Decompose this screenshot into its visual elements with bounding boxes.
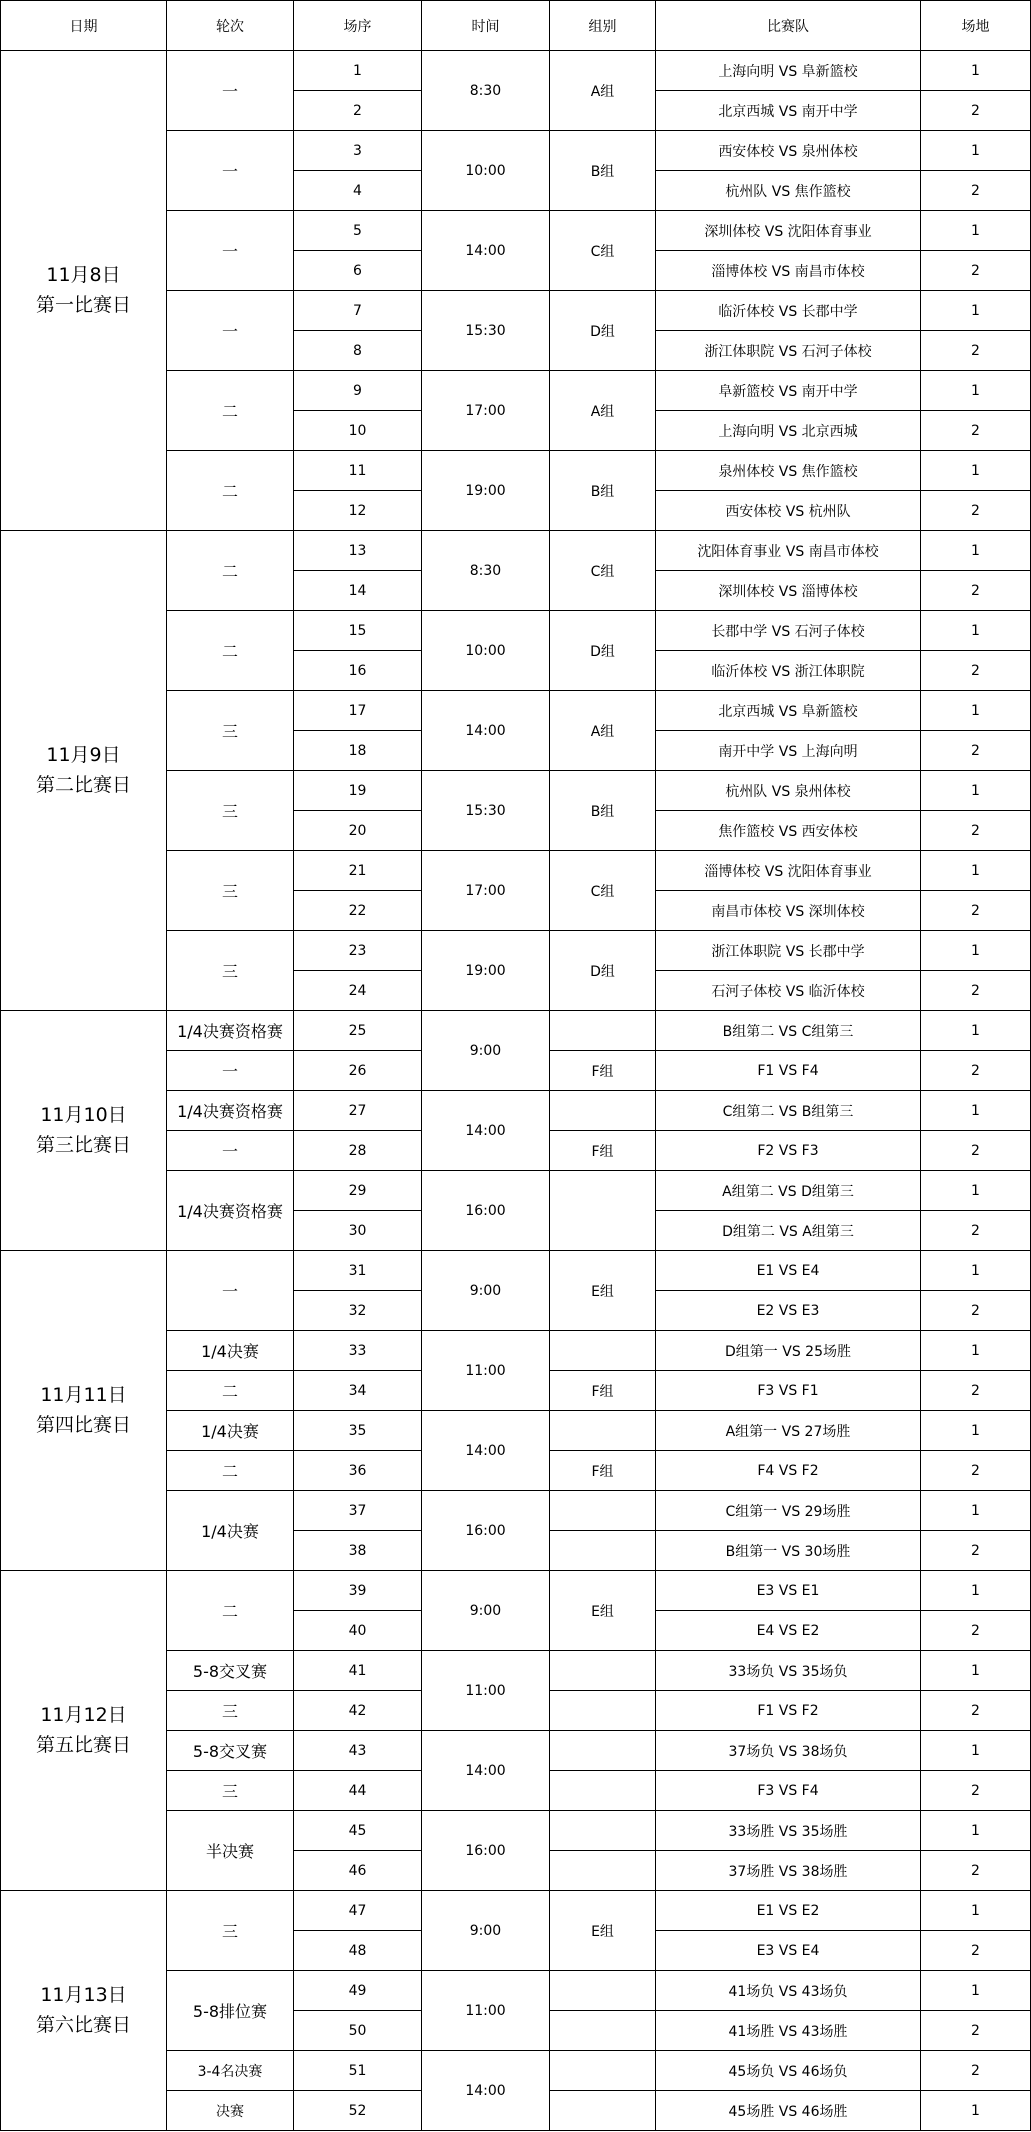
date-cell: [1, 1251, 167, 1571]
teams-cell: C组第一 VS 29场胜: [656, 1491, 921, 1531]
court-cell: 1: [921, 1971, 1031, 2011]
group-cell: E组: [550, 1891, 656, 1971]
match-no-cell: 39: [294, 1571, 422, 1611]
court-cell: 1: [921, 691, 1031, 731]
match-no-cell: 22: [294, 891, 422, 931]
group-cell: B组: [550, 771, 656, 851]
teams-cell: A组第一 VS 27场胜: [656, 1411, 921, 1451]
court-cell: 1: [921, 1891, 1031, 1931]
header-round: 轮次: [167, 1, 294, 51]
time-cell: 19:00: [422, 451, 550, 531]
match-no-cell: 50: [294, 2011, 422, 2051]
group-cell: E组: [550, 1251, 656, 1331]
match-no-cell: 37: [294, 1491, 422, 1531]
match-no-cell: 24: [294, 971, 422, 1011]
round-cell: 二: [167, 1451, 294, 1491]
header-date: 日期: [1, 1, 167, 51]
teams-cell: 长郡中学 VS 石河子体校: [656, 611, 921, 651]
table-row: [1, 1571, 1031, 1611]
court-cell: 2: [921, 331, 1031, 371]
match-no-cell: 38: [294, 1531, 422, 1571]
group-cell: [550, 1411, 656, 1451]
teams-cell: 41场负 VS 43场负: [656, 1971, 921, 2011]
match-no-cell: 43: [294, 1731, 422, 1771]
teams-cell: 淄博体校 VS 南昌市体校: [656, 251, 921, 291]
teams-cell: 南开中学 VS 上海向明: [656, 731, 921, 771]
teams-cell: E1 VS E4: [656, 1251, 921, 1291]
round-cell: 1/4决赛资格赛: [167, 1011, 294, 1051]
date-cell: [1, 1891, 167, 2131]
court-cell: 1: [921, 1091, 1031, 1131]
match-no-cell: 17: [294, 691, 422, 731]
time-cell: 8:30: [422, 531, 550, 611]
date-label: 11月12日: [40, 1704, 127, 1727]
court-cell: 1: [921, 2091, 1031, 2131]
teams-cell: 45场胜 VS 46场胜: [656, 2091, 921, 2131]
table-row: [1, 1251, 1031, 1291]
round-cell: 半决赛: [167, 1811, 294, 1891]
date-cell: [1, 51, 167, 531]
round-cell: 1/4决赛: [167, 1491, 294, 1571]
group-cell: [550, 1771, 656, 1811]
group-cell: [550, 1851, 656, 1891]
round-cell: 一: [167, 1051, 294, 1091]
round-cell: 二: [167, 531, 294, 611]
round-cell: 三: [167, 1891, 294, 1971]
match-no-cell: 1: [294, 51, 422, 91]
teams-cell: 北京西城 VS 南开中学: [656, 91, 921, 131]
group-cell: E组: [550, 1571, 656, 1651]
round-cell: 三: [167, 1691, 294, 1731]
match-no-cell: 7: [294, 291, 422, 331]
teams-cell: 淄博体校 VS 沈阳体育事业: [656, 851, 921, 891]
time-cell: 14:00: [422, 211, 550, 291]
group-cell: D组: [550, 931, 656, 1011]
table-row: [1, 1891, 1031, 1931]
round-cell: 一: [167, 51, 294, 131]
header-row: [1, 1, 1031, 51]
teams-cell: A组第二 VS D组第三: [656, 1171, 921, 1211]
time-cell: 10:00: [422, 611, 550, 691]
round-cell: 二: [167, 371, 294, 451]
group-cell: [550, 2051, 656, 2091]
group-cell: D组: [550, 611, 656, 691]
date-cell: [1, 531, 167, 1011]
court-cell: 2: [921, 891, 1031, 931]
match-no-cell: 41: [294, 1651, 422, 1691]
group-cell: C组: [550, 851, 656, 931]
teams-cell: F1 VS F4: [656, 1051, 921, 1091]
teams-cell: 33场负 VS 35场负: [656, 1651, 921, 1691]
court-cell: 1: [921, 531, 1031, 571]
round-cell: 5-8排位赛: [167, 1971, 294, 2051]
round-cell: 1/4决赛: [167, 1411, 294, 1451]
round-cell: 1/4决赛资格赛: [167, 1091, 294, 1131]
court-cell: 2: [921, 1211, 1031, 1251]
date-label: 11月10日: [40, 1104, 127, 1127]
group-cell: B组: [550, 131, 656, 211]
teams-cell: 南昌市体校 VS 深圳体校: [656, 891, 921, 931]
teams-cell: 深圳体校 VS 淄博体校: [656, 571, 921, 611]
teams-cell: 西安体校 VS 杭州队: [656, 491, 921, 531]
teams-cell: 33场胜 VS 35场胜: [656, 1811, 921, 1851]
group-cell: F组: [550, 1371, 656, 1411]
match-no-cell: 47: [294, 1891, 422, 1931]
header-match-no: 场序: [294, 1, 422, 51]
court-cell: 2: [921, 571, 1031, 611]
time-cell: 15:30: [422, 291, 550, 371]
time-cell: 14:00: [422, 1411, 550, 1491]
court-cell: 2: [921, 2011, 1031, 2051]
group-cell: A组: [550, 371, 656, 451]
match-no-cell: 11: [294, 451, 422, 491]
round-cell: 三: [167, 771, 294, 851]
teams-cell: B组第一 VS 30场胜: [656, 1531, 921, 1571]
teams-cell: 深圳体校 VS 沈阳体育事业: [656, 211, 921, 251]
group-cell: [550, 1011, 656, 1051]
court-cell: 1: [921, 291, 1031, 331]
match-no-cell: 14: [294, 571, 422, 611]
teams-cell: 浙江体职院 VS 长郡中学: [656, 931, 921, 971]
teams-cell: D组第一 VS 25场胜: [656, 1331, 921, 1371]
match-no-cell: 45: [294, 1811, 422, 1851]
court-cell: 1: [921, 51, 1031, 91]
court-cell: 2: [921, 1691, 1031, 1731]
teams-cell: 临沂体校 VS 长郡中学: [656, 291, 921, 331]
match-no-cell: 49: [294, 1971, 422, 2011]
match-no-cell: 21: [294, 851, 422, 891]
court-cell: 1: [921, 371, 1031, 411]
match-no-cell: 3: [294, 131, 422, 171]
court-cell: 2: [921, 1131, 1031, 1171]
header-time: 时间: [422, 1, 550, 51]
round-cell: 三: [167, 1771, 294, 1811]
time-cell: 16:00: [422, 1171, 550, 1251]
court-cell: 2: [921, 1051, 1031, 1091]
time-cell: 14:00: [422, 691, 550, 771]
time-cell: 8:30: [422, 51, 550, 131]
teams-cell: 沈阳体育事业 VS 南昌市体校: [656, 531, 921, 571]
date-label: 11月13日: [40, 1984, 127, 2007]
match-no-cell: 9: [294, 371, 422, 411]
teams-cell: F3 VS F1: [656, 1371, 921, 1411]
time-cell: 17:00: [422, 371, 550, 451]
teams-cell: E4 VS E2: [656, 1611, 921, 1651]
date-cell: [1, 1011, 167, 1251]
court-cell: 2: [921, 651, 1031, 691]
court-cell: 1: [921, 1331, 1031, 1371]
date-label: 11月11日: [40, 1384, 127, 1407]
court-cell: 1: [921, 771, 1031, 811]
teams-cell: 焦作篮校 VS 西安体校: [656, 811, 921, 851]
teams-cell: D组第二 VS A组第三: [656, 1211, 921, 1251]
court-cell: 2: [921, 1531, 1031, 1571]
match-no-cell: 13: [294, 531, 422, 571]
group-cell: [550, 1171, 656, 1251]
teams-cell: E1 VS E2: [656, 1891, 921, 1931]
match-no-cell: 19: [294, 771, 422, 811]
teams-cell: 37场负 VS 38场负: [656, 1731, 921, 1771]
match-no-cell: 2: [294, 91, 422, 131]
match-no-cell: 46: [294, 1851, 422, 1891]
match-no-cell: 25: [294, 1011, 422, 1051]
match-no-cell: 15: [294, 611, 422, 651]
round-cell: 二: [167, 1371, 294, 1411]
match-no-cell: 5: [294, 211, 422, 251]
teams-cell: E3 VS E1: [656, 1571, 921, 1611]
match-no-cell: 29: [294, 1171, 422, 1211]
teams-cell: E3 VS E4: [656, 1931, 921, 1971]
match-no-cell: 27: [294, 1091, 422, 1131]
court-cell: 1: [921, 1491, 1031, 1531]
group-cell: [550, 1731, 656, 1771]
round-cell: 3-4名决赛: [167, 2051, 294, 2091]
round-cell: 1/4决赛: [167, 1331, 294, 1371]
court-cell: 2: [921, 1371, 1031, 1411]
court-cell: 1: [921, 1411, 1031, 1451]
match-no-cell: 30: [294, 1211, 422, 1251]
round-cell: 三: [167, 931, 294, 1011]
teams-cell: F2 VS F3: [656, 1131, 921, 1171]
time-cell: 15:30: [422, 771, 550, 851]
teams-cell: 石河子体校 VS 临沂体校: [656, 971, 921, 1011]
time-cell: 11:00: [422, 1651, 550, 1731]
group-cell: F组: [550, 1451, 656, 1491]
match-no-cell: 12: [294, 491, 422, 531]
match-no-cell: 51: [294, 2051, 422, 2091]
round-cell: 5-8交叉赛: [167, 1651, 294, 1691]
round-cell: 一: [167, 291, 294, 371]
court-cell: 2: [921, 411, 1031, 451]
court-cell: 1: [921, 211, 1031, 251]
round-cell: 三: [167, 851, 294, 931]
court-cell: 1: [921, 1651, 1031, 1691]
date-cell: [1, 1571, 167, 1891]
teams-cell: 上海向明 VS 阜新篮校: [656, 51, 921, 91]
day-label: 第三比赛日: [35, 1133, 131, 1156]
round-cell: 二: [167, 611, 294, 691]
match-no-cell: 16: [294, 651, 422, 691]
court-cell: 2: [921, 811, 1031, 851]
court-cell: 1: [921, 931, 1031, 971]
teams-cell: 37场胜 VS 38场胜: [656, 1851, 921, 1891]
date-label: 11月9日: [46, 744, 121, 767]
group-cell: C组: [550, 211, 656, 291]
day-label: 第六比赛日: [35, 2013, 131, 2036]
round-cell: 一: [167, 1251, 294, 1331]
court-cell: 2: [921, 1851, 1031, 1891]
teams-cell: 杭州队 VS 泉州体校: [656, 771, 921, 811]
time-cell: 19:00: [422, 931, 550, 1011]
match-no-cell: 31: [294, 1251, 422, 1291]
teams-cell: 临沂体校 VS 浙江体职院: [656, 651, 921, 691]
header-court: 场地: [921, 1, 1031, 51]
teams-cell: E2 VS E3: [656, 1291, 921, 1331]
match-no-cell: 20: [294, 811, 422, 851]
teams-cell: 41场胜 VS 43场胜: [656, 2011, 921, 2051]
court-cell: 2: [921, 171, 1031, 211]
court-cell: 2: [921, 1611, 1031, 1651]
time-cell: 16:00: [422, 1811, 550, 1891]
group-cell: C组: [550, 531, 656, 611]
group-cell: [550, 1651, 656, 1691]
group-cell: [550, 1811, 656, 1851]
date-label: 11月8日: [46, 264, 121, 287]
court-cell: 2: [921, 1931, 1031, 1971]
round-cell: 一: [167, 1131, 294, 1171]
match-no-cell: 48: [294, 1931, 422, 1971]
court-cell: 2: [921, 491, 1031, 531]
teams-cell: 泉州体校 VS 焦作篮校: [656, 451, 921, 491]
court-cell: 1: [921, 451, 1031, 491]
group-cell: D组: [550, 291, 656, 371]
court-cell: 1: [921, 611, 1031, 651]
court-cell: 1: [921, 1011, 1031, 1051]
group-cell: [550, 2011, 656, 2051]
match-no-cell: 6: [294, 251, 422, 291]
round-cell: 三: [167, 691, 294, 771]
group-cell: B组: [550, 451, 656, 531]
match-no-cell: 34: [294, 1371, 422, 1411]
match-no-cell: 40: [294, 1611, 422, 1651]
court-cell: 2: [921, 91, 1031, 131]
day-label: 第一比赛日: [35, 293, 131, 316]
round-cell: 5-8交叉赛: [167, 1731, 294, 1771]
court-cell: 1: [921, 1731, 1031, 1771]
teams-cell: C组第二 VS B组第三: [656, 1091, 921, 1131]
teams-cell: F3 VS F4: [656, 1771, 921, 1811]
time-cell: 14:00: [422, 1731, 550, 1811]
teams-cell: 杭州队 VS 焦作篮校: [656, 171, 921, 211]
match-no-cell: 44: [294, 1771, 422, 1811]
round-cell: 决赛: [167, 2091, 294, 2131]
day-label: 第二比赛日: [35, 773, 131, 796]
match-no-cell: 18: [294, 731, 422, 771]
time-cell: 11:00: [422, 1331, 550, 1411]
match-no-cell: 8: [294, 331, 422, 371]
table-row: [1, 531, 1031, 571]
court-cell: 2: [921, 971, 1031, 1011]
round-cell: 1/4决赛资格赛: [167, 1171, 294, 1251]
group-cell: A组: [550, 51, 656, 131]
group-cell: F组: [550, 1131, 656, 1171]
court-cell: 1: [921, 1571, 1031, 1611]
day-label: 第四比赛日: [35, 1413, 131, 1436]
teams-cell: 45场负 VS 46场负: [656, 2051, 921, 2091]
time-cell: 14:00: [422, 2051, 550, 2131]
court-cell: 1: [921, 1171, 1031, 1211]
teams-cell: 阜新篮校 VS 南开中学: [656, 371, 921, 411]
day-label: 第五比赛日: [35, 1733, 131, 1756]
court-cell: 1: [921, 1811, 1031, 1851]
time-cell: 17:00: [422, 851, 550, 931]
teams-cell: 上海向明 VS 北京西城: [656, 411, 921, 451]
group-cell: [550, 1331, 656, 1371]
header-group: 组别: [550, 1, 656, 51]
match-no-cell: 28: [294, 1131, 422, 1171]
group-cell: [550, 1531, 656, 1571]
table-row: [1, 1011, 1031, 1051]
group-cell: [550, 1091, 656, 1131]
court-cell: 1: [921, 1251, 1031, 1291]
match-no-cell: 23: [294, 931, 422, 971]
teams-cell: 西安体校 VS 泉州体校: [656, 131, 921, 171]
match-no-cell: 36: [294, 1451, 422, 1491]
time-cell: 14:00: [422, 1091, 550, 1171]
group-cell: F组: [550, 1051, 656, 1091]
match-no-cell: 33: [294, 1331, 422, 1371]
teams-cell: 北京西城 VS 阜新篮校: [656, 691, 921, 731]
court-cell: 2: [921, 2051, 1031, 2091]
teams-cell: F1 VS F2: [656, 1691, 921, 1731]
header-teams: 比赛队: [656, 1, 921, 51]
match-no-cell: 42: [294, 1691, 422, 1731]
match-no-cell: 10: [294, 411, 422, 451]
teams-cell: F4 VS F2: [656, 1451, 921, 1491]
group-cell: [550, 2091, 656, 2131]
court-cell: 1: [921, 131, 1031, 171]
round-cell: 一: [167, 211, 294, 291]
round-cell: 二: [167, 451, 294, 531]
court-cell: 2: [921, 731, 1031, 771]
time-cell: 9:00: [422, 1251, 550, 1331]
group-cell: [550, 1691, 656, 1731]
court-cell: 1: [921, 851, 1031, 891]
match-no-cell: 35: [294, 1411, 422, 1451]
court-cell: 2: [921, 251, 1031, 291]
group-cell: A组: [550, 691, 656, 771]
group-cell: [550, 1491, 656, 1531]
time-cell: 9:00: [422, 1891, 550, 1971]
court-cell: 2: [921, 1291, 1031, 1331]
time-cell: 10:00: [422, 131, 550, 211]
time-cell: 9:00: [422, 1011, 550, 1091]
match-no-cell: 52: [294, 2091, 422, 2131]
time-cell: 11:00: [422, 1971, 550, 2051]
time-cell: 16:00: [422, 1491, 550, 1571]
round-cell: 一: [167, 131, 294, 211]
court-cell: 2: [921, 1771, 1031, 1811]
teams-cell: B组第二 VS C组第三: [656, 1011, 921, 1051]
teams-cell: 浙江体职院 VS 石河子体校: [656, 331, 921, 371]
table-row: [1, 51, 1031, 91]
match-no-cell: 26: [294, 1051, 422, 1091]
group-cell: [550, 1971, 656, 2011]
match-no-cell: 4: [294, 171, 422, 211]
round-cell: 二: [167, 1571, 294, 1651]
time-cell: 9:00: [422, 1571, 550, 1651]
court-cell: 2: [921, 1451, 1031, 1491]
match-no-cell: 32: [294, 1291, 422, 1331]
